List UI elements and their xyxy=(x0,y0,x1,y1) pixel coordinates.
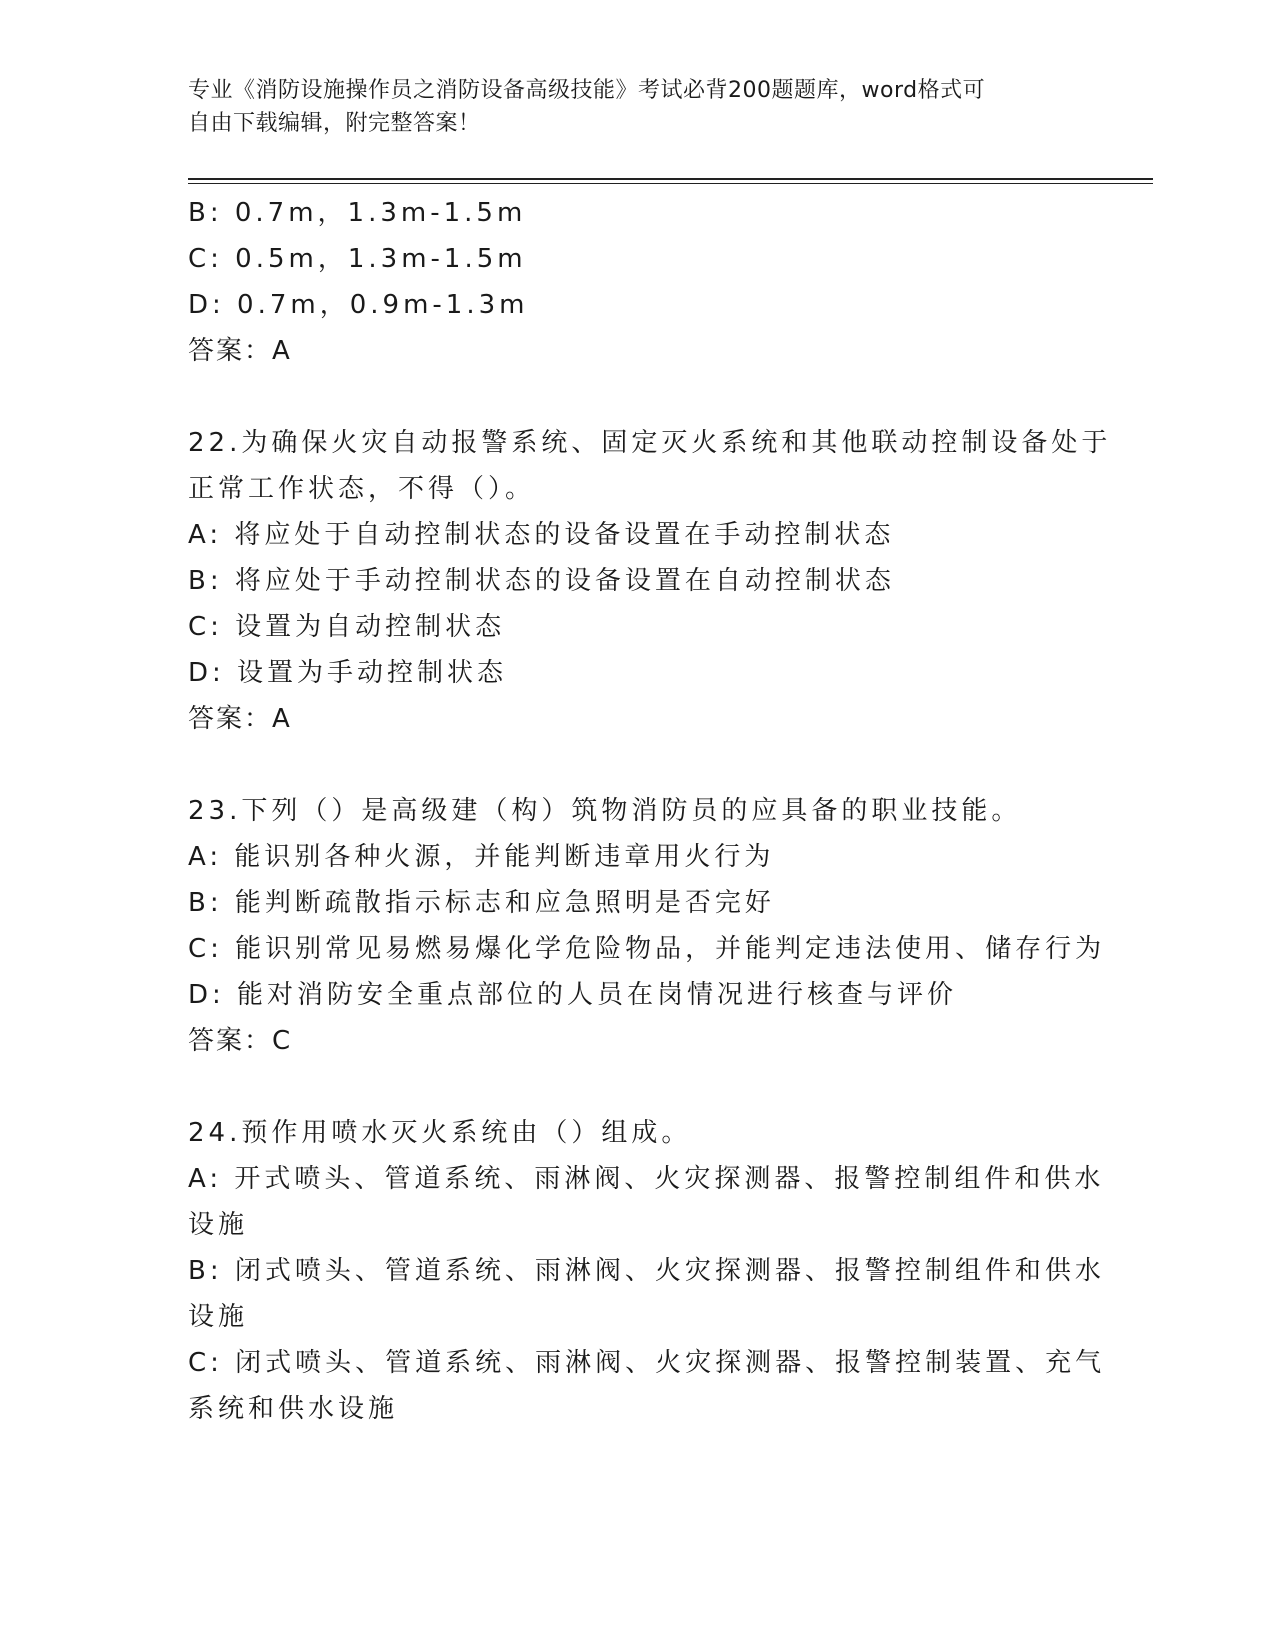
question-24 xyxy=(188,1110,1106,1432)
header-line-2: 自由下载编辑，附完整答案！ xyxy=(188,111,481,136)
spacer xyxy=(188,374,1088,420)
option-b: B: 将应处于手动控制状态的设备设置在自动控制状态 xyxy=(188,566,895,596)
option-b-line-1: B: 闭式喷头、管道系统、雨淋阀、火灾探测器、报警控制组件和供水 xyxy=(188,1256,1105,1286)
option-c-line-2: 系统和供水设施 xyxy=(188,1394,399,1424)
header-line-1: 专业《消防设施操作员之消防设备高级技能》考试必背200题题库，word格式可 xyxy=(188,78,986,103)
option-d: D: 能对消防安全重点部位的人员在岗情况进行核查与评价 xyxy=(188,980,958,1010)
answer: 答案：A xyxy=(188,704,292,734)
question-content xyxy=(188,190,1112,1432)
option-a: A: 能识别各种火源，并能判断违章用火行为 xyxy=(188,842,775,872)
option-d: D: 0.7m，0.9m-1.3m xyxy=(188,290,529,320)
header-divider-thin xyxy=(188,183,1153,184)
document-header xyxy=(188,74,1088,140)
question-21-continued xyxy=(188,190,1088,374)
option-a-line-1: A: 开式喷头、管道系统、雨淋阀、火灾探测器、报警控制组件和供水 xyxy=(188,1164,1105,1194)
option-b: B: 0.7m，1.3m-1.5m xyxy=(188,198,527,228)
option-c: C: 能识别常见易燃易爆化学危险物品，并能判定违法使用、储存行为 xyxy=(188,934,1106,964)
question-23 xyxy=(188,788,1106,1064)
question-stem-line-2: 正常工作状态，不得（）。 xyxy=(188,474,536,504)
option-a-line-2: 设施 xyxy=(188,1210,249,1240)
question-stem-line-1: 22.为确保火灾自动报警系统、固定灭火系统和其他联动控制设备处于 xyxy=(188,428,1112,458)
option-b-line-2: 设施 xyxy=(188,1302,249,1332)
option-c: C: 0.5m，1.3m-1.5m xyxy=(188,244,527,274)
question-stem-line-1: 23.下列（）是高级建（构）筑物消防员的应具备的职业技能。 xyxy=(188,796,1022,826)
option-d: D: 设置为手动控制状态 xyxy=(188,658,508,688)
header-divider-thick xyxy=(188,178,1153,180)
option-c: C: 设置为自动控制状态 xyxy=(188,612,506,642)
spacer xyxy=(188,742,1088,788)
question-22 xyxy=(188,420,1112,742)
spacer xyxy=(188,1064,1088,1110)
question-stem-line-1: 24.预作用喷水灭火系统由（）组成。 xyxy=(188,1118,692,1148)
option-b: B: 能判断疏散指示标志和应急照明是否完好 xyxy=(188,888,775,918)
answer: 答案：A xyxy=(188,336,292,366)
option-c-line-1: C: 闭式喷头、管道系统、雨淋阀、火灾探测器、报警控制装置、充气 xyxy=(188,1348,1106,1378)
option-a: A: 将应处于自动控制状态的设备设置在手动控制状态 xyxy=(188,520,895,550)
answer: 答案：C xyxy=(188,1026,293,1056)
